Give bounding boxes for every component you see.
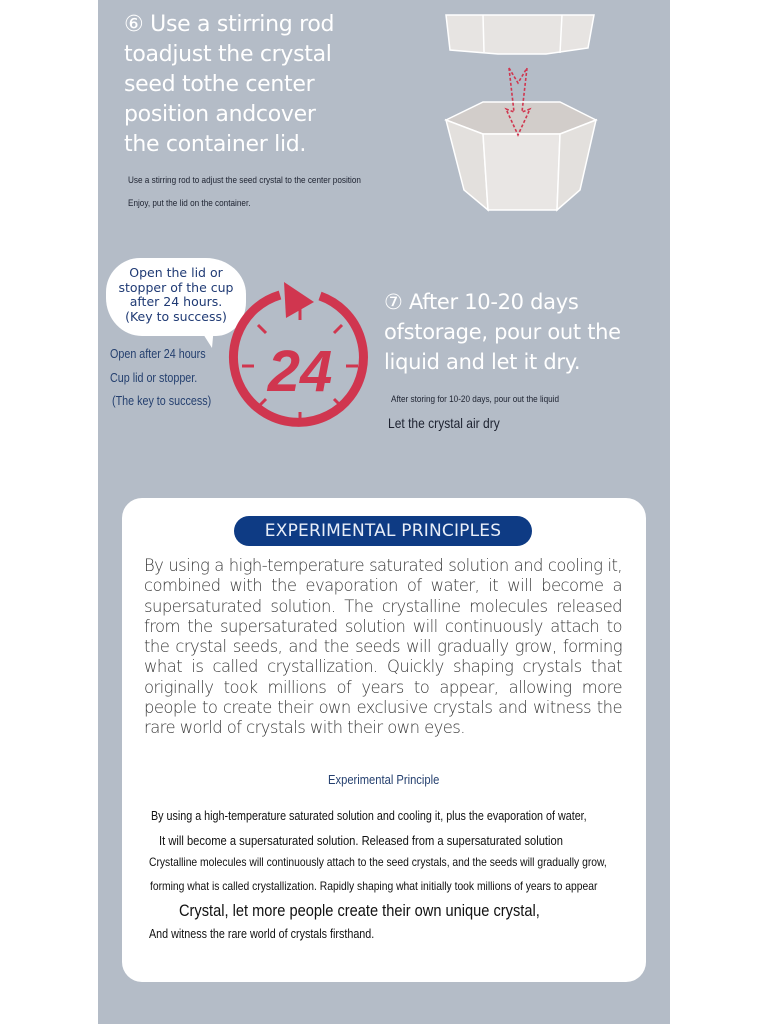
principles-body: By using a high-temperature saturated solution and cooling it, combined with the evaporation of water, it will become a supersaturated solution. The crystalline molecules released from the supersaturated solution will continuously attach to the crystal seeds, and the seeds will gradually grow, forming what is called crystallization. Quickly shaping crystals that originally took millions of years to appear, allowing more people to create their own exclusive crystals and witness the rare world of crystals with their own eyes. xyxy=(144,556,622,738)
step6-title-text: Use a stirring rod xyxy=(150,12,335,37)
translated-line: forming what is called crystallization. Rapidly shaping what initially took millions of years to appear xyxy=(150,879,598,893)
lid-edge xyxy=(483,15,484,52)
translated-line: Crystalline molecules will continuously attach to the seed crystals, and the seeds will gradually grow, xyxy=(149,855,607,869)
step7-subtitle: After storing for 10-20 days, pour out the liquid xyxy=(391,394,560,405)
step6-title-line: seed tothe center xyxy=(124,72,315,97)
bubble-tail-shape xyxy=(198,326,214,348)
step7-subtitle: Let the crystal air dry xyxy=(388,415,500,431)
translated-line: And witness the rare world of crystals firsthand. xyxy=(149,927,375,941)
step6-title xyxy=(124,10,424,160)
clock-tick xyxy=(334,325,342,333)
container-with-lid-icon xyxy=(440,10,605,220)
timer-note: Open after 24 hours xyxy=(110,347,206,361)
timer-note: Cup lid or stopper. xyxy=(110,371,198,385)
lid-shape xyxy=(446,15,594,54)
step6-title-line xyxy=(124,10,424,40)
step6-subtitle: Use a stirring rod to adjust the seed crystal to the center position xyxy=(128,175,361,186)
timer-note: (The key to success) xyxy=(112,394,212,408)
step6-subtitle: Enjoy, put the lid on the container. xyxy=(128,198,251,209)
bubble-line: Open the lid or xyxy=(129,265,223,280)
translated-line: By using a high-temperature saturated solution and cooling it, plus the evaporation of water, xyxy=(151,809,587,823)
step7-title-line: liquid and let it dry. xyxy=(384,350,581,374)
translated-line: Crystal, let more people create their own unique crystal, xyxy=(179,901,540,920)
cup-body-front xyxy=(483,134,560,210)
cup-body-right xyxy=(557,120,596,210)
speech-bubble-tail xyxy=(196,326,218,348)
bubble-line: stopper of the cup xyxy=(118,279,234,295)
step-number-7: ⑦ xyxy=(384,290,403,314)
principles-heading: EXPERIMENTAL PRINCIPLES xyxy=(234,516,532,546)
principles-subheading-text: Experimental Principle xyxy=(328,772,440,787)
clock-tick xyxy=(258,325,266,333)
clock-number: 24 xyxy=(267,339,333,404)
bubble-line: (Key to success) xyxy=(125,308,227,324)
bubble-line: after 24 hours. xyxy=(129,294,223,309)
step7-title-text: After 10-20 days xyxy=(408,290,579,314)
step7-title-line xyxy=(384,287,654,317)
24-hour-clock-icon xyxy=(220,278,372,450)
step6-title-line: toadjust the crystal xyxy=(124,42,332,67)
step6-title-line: position andcover xyxy=(124,102,316,127)
translated-line: It will become a supersaturated solution. Released from a supersaturated solution xyxy=(159,833,563,848)
step-number-6: ⑥ xyxy=(124,12,144,37)
step6-title-line: the container lid. xyxy=(124,132,307,157)
step7-title xyxy=(384,287,654,377)
step7-title-line: ofstorage, pour out the xyxy=(384,320,621,344)
principles-subheading xyxy=(122,772,646,787)
cup-body-left xyxy=(446,120,488,210)
